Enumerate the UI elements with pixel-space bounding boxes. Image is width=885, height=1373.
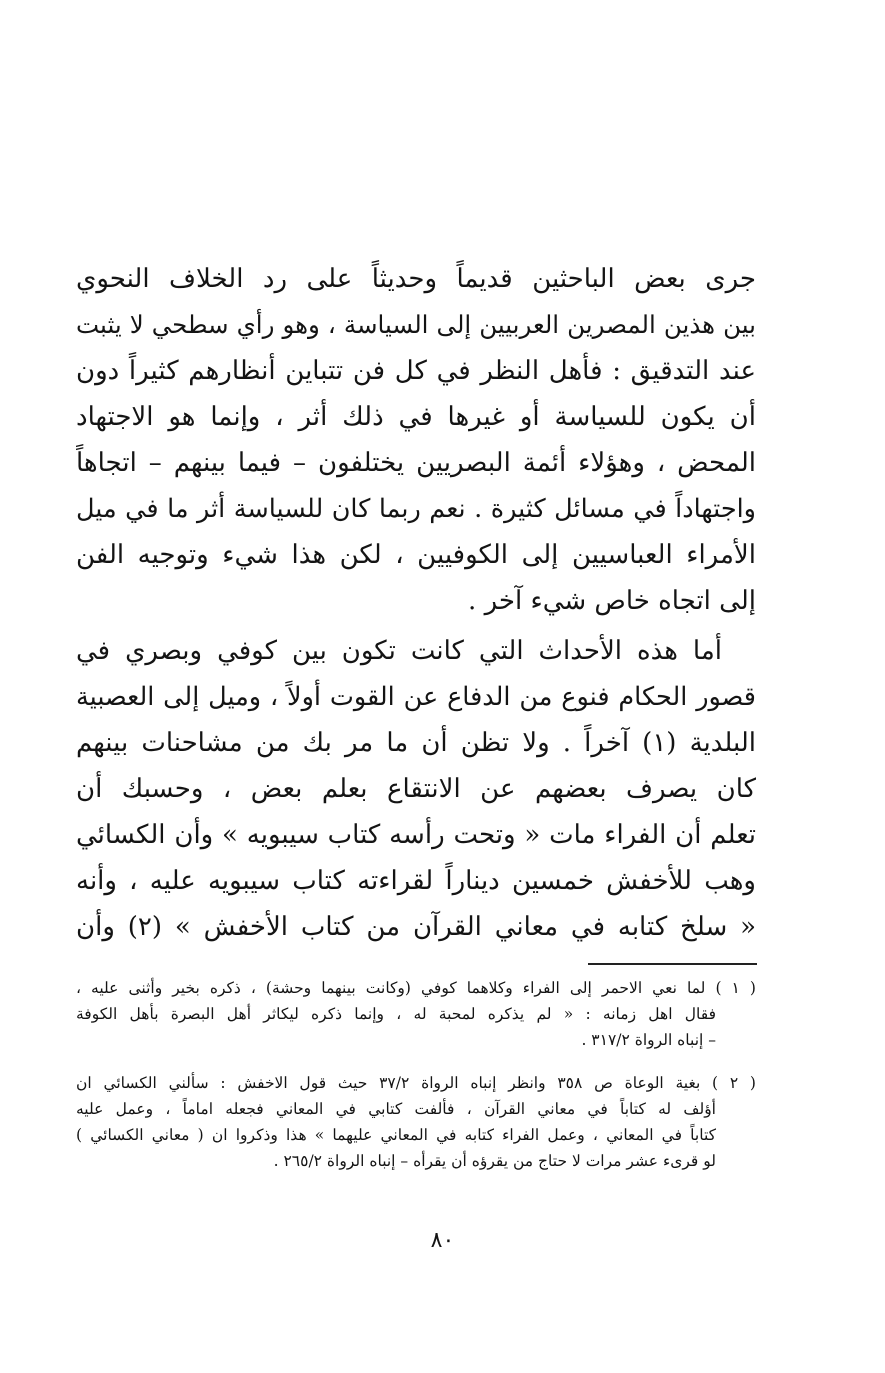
text-line: البلدية (١) آخراً . ولا تظن أن ما مر بك من مشاحنات بينهم xyxy=(76,728,756,758)
text-line: جرى بعض الباحثين قديماً وحديثاً على رد الخلاف النحوي xyxy=(76,264,756,294)
text-line: المحض ، وهؤلاء أئمة البصريين يختلفون – فيما بينهم – اتجاهاً xyxy=(76,448,756,478)
footnote-text: لما نعي الاحمر إلى الفراء وكلاهما كوفي (وكانت بينهما وحشة) ، ذكره بخير وأثنى عليه ، xyxy=(76,979,706,997)
footnote-line: لو قرىء عشر مرات لا حتاج من يقرؤه أن يقرأه – إنباه الرواة ٢٦٥/٢ . xyxy=(273,1152,716,1170)
text-line: وهب للأخفش خمسين ديناراً لقراءته كتاب سيبويه عليه ، وأنه xyxy=(76,866,756,896)
footnote-line xyxy=(76,975,756,1001)
text-line: بين هذين المصرين العربيين إلى السياسة ، وهو رأي سطحي لا يثبت xyxy=(76,310,756,339)
footnote-line xyxy=(76,1070,756,1096)
text-line: عند التدقيق : فأهل النظر في كل فن تتباين أنظارهم كثيراً دون xyxy=(76,356,756,386)
footnote-separator xyxy=(588,963,757,965)
footnote-line: كتاباً في المعاني ، وعمل الفراء كتابه في المعاني عليهما » هذا وذكروا ان ( معاني الكسائي ) xyxy=(76,1126,716,1144)
text-line: « سلخ كتابه في معاني القرآن من كتاب الأخفش » (٢) وأن xyxy=(76,912,756,942)
footnote-text: بغية الوعاة ص ٣٥٨ وانظر إنباه الرواة ٣٧/٢ حيث قول الاخفش : سألني الكسائي ان xyxy=(76,1074,701,1092)
text-line: الأمراء العباسيين إلى الكوفيين ، لكن هذا شيء وتوجيه الفن xyxy=(76,540,756,570)
text-line: أما هذه الأحداث التي كانت تكون بين كوفي وبصري في xyxy=(76,636,722,666)
text-line: واجتهاداً في مسائل كثيرة . نعم ربما كان للسياسة أثر ما في ميل xyxy=(76,494,756,524)
footnote-2 xyxy=(76,1070,756,1174)
footnote-line: فقال اهل زمانه : « لم يذكره لمحبة له ، وإنما ذكره ليكاثر أهل البصرة بأهل الكوفة xyxy=(76,1005,716,1023)
footnote-marker: ( ٢ ) xyxy=(712,1074,756,1092)
footnote-line: أؤلف له كتاباً في معاني القرآن ، فألفت كتابي في المعاني فجعله اماماً ، وعمل عليه xyxy=(76,1100,716,1118)
paragraph-2 xyxy=(76,628,756,950)
text-line: إلى اتجاه خاص شيء آخر . xyxy=(468,586,756,616)
footnote-marker: ( ١ ) xyxy=(715,979,756,997)
footnote-1 xyxy=(76,975,756,1053)
text-line: أن يكون للسياسة أو غيرها في ذلك أثر ، وإنما هو الاجتهاد xyxy=(76,402,756,432)
paragraph-1 xyxy=(76,256,756,624)
text-line: كان يصرف بعضهم عن الانتقاع بعلم بعض ، وحسبك أن xyxy=(76,774,756,804)
text-line: قصور الحكام فنوع من الدفاع عن القوت أولاً ، وميل إلى العصبية xyxy=(76,682,756,712)
page-number: ٨٠ xyxy=(430,1228,455,1253)
footnote-line: – إنباه الرواة ٣١٧/٢ . xyxy=(581,1031,716,1049)
text-line: تعلم أن الفراء مات « وتحت رأسه كتاب سيبويه » وأن الكسائي xyxy=(76,820,756,850)
